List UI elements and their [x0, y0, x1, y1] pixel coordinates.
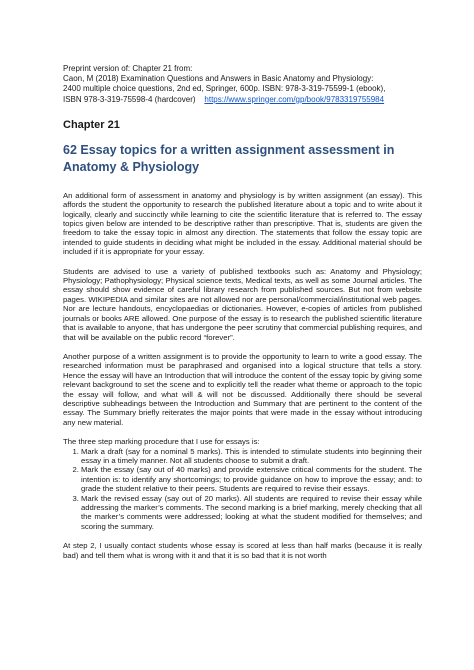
- list-item: 3. Mark the revised essay (say out of 20 marks). All students are required to revise their essay while addressing the marker’s comments. The second marking is a brief marking, merely checking that all the marker’s comments were addressed; looking at what the student modified for themselves; and scoring the summary.: [81, 494, 422, 532]
- preprint-line: [63, 95, 422, 105]
- page-title: 62 Essay topics for a written assignment assessment in Anatomy & Physiology: [63, 142, 395, 174]
- steps-intro: The three step marking procedure that I use for essays is:: [63, 437, 260, 447]
- preprint-line: 2400 multiple choice questions, 2nd ed, Springer, 600p. ISBN: 978-3-319-75599-1 (ebook),: [63, 84, 386, 94]
- isbn-hardcover: ISBN 978-3-319-75598-4 (hardcover): [63, 94, 196, 104]
- preprint-line: Caon, M (2018) Examination Questions and Answers in Basic Anatomy and Physiology:: [63, 74, 374, 84]
- springer-link[interactable]: https://www.springer.com/gp/book/9783319755984: [204, 94, 385, 104]
- closing-paragraph: At step 2, I usually contact students whose essay is scored at less than half marks (because it is really bad) and tell them what is wrong with it and that it is so bad that it is not worth: [63, 541, 422, 560]
- preprint-line: Preprint version of: Chapter 21 from:: [63, 64, 193, 73]
- body-paragraph: Students are advised to use a variety of published textbooks such as: Anatomy and Physiology; Physiology; Pathophysiology; Physical science texts, Medical texts, as well as some Journal articles. The essay should show evidence of careful library research from published sources. But not from website pages. WIKIPEDIA and similar sites are not allowed nor are personal/commercial/institutional web pages. Nor are lecture handouts, encyclopaedias or dictionaries. However, e-copies of articles from published journals or books ARE allowed. One purpose of the essay is to research the published scientific literature that is available to anyone, that has undergone the peer scrutiny that commercial publishing requires, and that will be available on the public record “forever”.: [63, 266, 422, 342]
- body-paragraph: Another purpose of a written assignment is to provide the opportunity to learn to write a good essay. The researched information must be paraphrased and organised into a logical structure that tells a story. Hence the essay will have an Introduction that will introduce the content of the essay topic by giving some relevant background to set the scene and to explicitly tell the reader what theme or approach to the topic the essay will follow, and what will & will not be discussed. Additionally there should be several descriptive subheadings between the Introduction and Summary that are pertinent to the content of the essay. The Summary briefly reiterates the major points that were made in the essay without introducing any new material.: [63, 351, 422, 427]
- body-paragraph: An additional form of assessment in anatomy and physiology is by written assignment (an essay). This affords the student the opportunity to research the published literature about a topic and to write about it logically, clearly and succinctly while learning to cite the scientific literature that is referred to. The essay topics given below are intended to be descriptive rather than prescriptive. That is, students are given the freedom to take the essay topic in almost any direction. The statements that follow the essay topic are intended to guide students in deciding what might be included in the essay. Additional material should be included if it is appropriate for your essay.: [63, 190, 422, 257]
- marking-steps-list: [63, 447, 422, 532]
- list-item: 1. Mark a draft (say for a nominal 5 marks). This is intended to stimulate students into beginning their essay in a timely manner. Not all students choose to submit a draft.: [81, 447, 422, 466]
- chapter-heading: Chapter 21: [63, 118, 120, 131]
- list-item: 2. Mark the essay (say out of 40 marks) and provide extensive critical comments for the student. The intention is: to identify any shortcomings; to provide guidance on how to improve the essay; and: to grade the student relative to their peers. Students are required to revise their essays.: [81, 465, 422, 493]
- preprint-citation: [63, 64, 422, 105]
